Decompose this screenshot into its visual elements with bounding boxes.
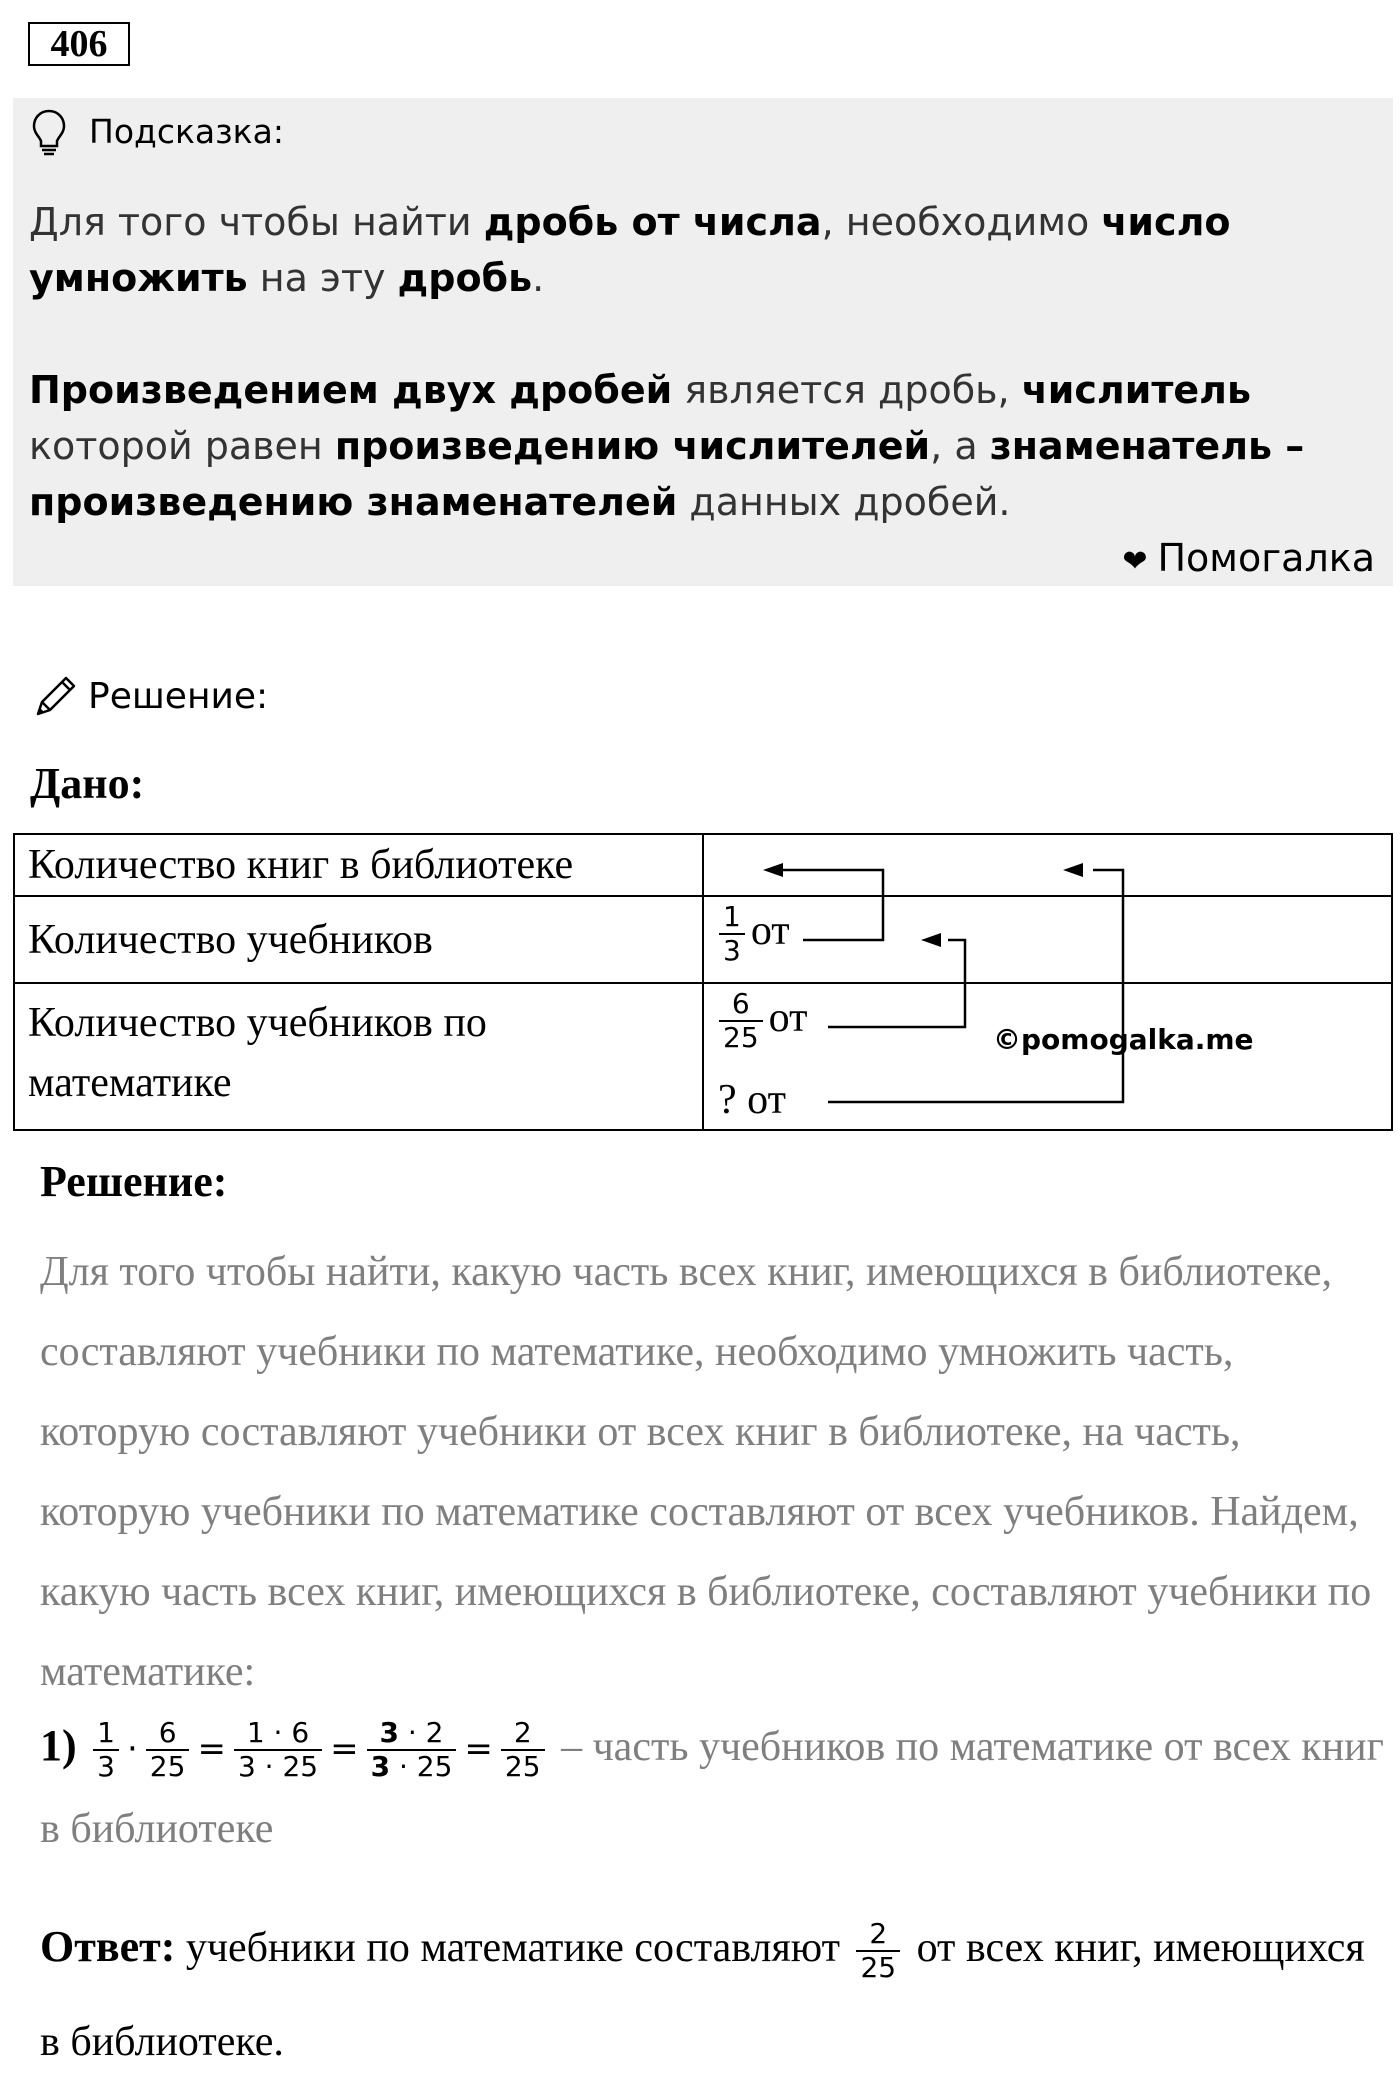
fraction-5: $\frac{2}{25}$ bbox=[501, 1717, 545, 1783]
hint-bold-term: знаменатель – произведению знаменателей bbox=[29, 424, 1305, 524]
pencil-icon bbox=[30, 670, 82, 722]
row3-question: ? от bbox=[718, 1077, 786, 1123]
row3-value bbox=[713, 988, 807, 1054]
solution-text: Для того чтобы найти, какую часть всех книг, имеющихся в библиотеке, составляют учебники по математике, необходимо умножить часть, которую составляют учебники от всех книг в библиотеке, на часть, которую учебники по математике составляют от всех учебников. Найдем, какую часть всех книг, имеющихся в библиотеке, составляют учебники по математике: bbox=[40, 1249, 1372, 1695]
hint-title: Подсказка: bbox=[89, 112, 284, 151]
hint-box bbox=[13, 98, 1393, 586]
hint-paragraph-2 bbox=[29, 362, 1379, 530]
answer-text-before: учебники по математике составляют bbox=[175, 1925, 851, 1971]
row2-value bbox=[713, 901, 790, 967]
equals-sign: = bbox=[330, 1729, 359, 1769]
equals-sign: = bbox=[464, 1729, 493, 1769]
hint-text-run: Для того чтобы найти bbox=[29, 200, 484, 244]
brand-text: Помогалка bbox=[1157, 536, 1375, 580]
fraction: $\frac{6}{25}$ bbox=[719, 988, 763, 1054]
fraction-1: $\frac{1}{3}$ bbox=[93, 1717, 119, 1783]
hint-text-run: . bbox=[532, 256, 545, 300]
row3-label: Количество учебников по математике bbox=[28, 1000, 487, 1106]
brand-label bbox=[1122, 534, 1375, 586]
answer-text-after: от всех книг, имеющихся в библиотеке. bbox=[40, 1925, 1365, 2065]
lightbulb-icon bbox=[31, 108, 67, 158]
hint-text-run: , необходимо bbox=[821, 200, 1102, 244]
hint-text-run: которой равен bbox=[29, 424, 335, 468]
given-label: Дано: bbox=[30, 759, 145, 808]
dot-operator: · bbox=[126, 1729, 138, 1769]
hint-bold-term: дробь bbox=[397, 256, 533, 300]
fraction-3: $\frac{1 \cdot 6}{3 \cdot 25}$ bbox=[234, 1717, 322, 1783]
hint-text-run: данных дробей. bbox=[677, 480, 1011, 524]
answer-fraction: $\frac{2}{25}$ bbox=[856, 1918, 900, 1984]
equals-sign: = bbox=[197, 1729, 226, 1769]
hint-bold-term: числитель bbox=[1021, 368, 1252, 412]
arrow-head-1 bbox=[763, 863, 783, 877]
fraction: $\frac{1}{3}$ bbox=[719, 901, 745, 967]
fraction-4: $\frac{3 \cdot 2}{3 \cdot 25}$ bbox=[367, 1717, 457, 1783]
hint-paragraph-1 bbox=[29, 194, 1379, 306]
hint-text-run: является дробь, bbox=[672, 368, 1022, 412]
watermark: ©pomogalka.me bbox=[993, 1023, 1254, 1056]
answer-label: Ответ: bbox=[40, 1922, 176, 1971]
arrow-head-2 bbox=[921, 933, 941, 947]
hint-bold-term: произведению числителей bbox=[334, 424, 931, 468]
heart-icon: ❤ bbox=[1122, 544, 1148, 579]
solution-heading: Решение: bbox=[88, 676, 269, 717]
given-table bbox=[13, 833, 1393, 1131]
hint-bold-term: число умножить bbox=[29, 200, 1231, 300]
row2-label: Количество учебников bbox=[28, 917, 433, 963]
hint-bold-term: дробь от числа bbox=[483, 200, 822, 244]
step-tail: – часть учебников по математике от всех книг в библиотеке bbox=[40, 1724, 1384, 1852]
hint-text bbox=[29, 194, 1379, 530]
row2-suffix: от bbox=[750, 908, 790, 954]
row3-suffix: от bbox=[768, 995, 808, 1041]
step-label: 1) bbox=[40, 1721, 77, 1770]
answer bbox=[40, 1900, 1385, 2089]
problem-number: 406 bbox=[28, 22, 130, 66]
row1-label: Количество книг в библиотеке bbox=[28, 842, 574, 888]
hint-text-run: , а bbox=[930, 424, 990, 468]
fraction-2: $\frac{6}{25}$ bbox=[146, 1717, 190, 1783]
arrow-head-3 bbox=[1063, 863, 1083, 877]
step-1 bbox=[40, 1706, 1385, 1869]
hint-bold-term: Произведением двух дробей bbox=[29, 368, 673, 412]
solution-label: Решение: bbox=[40, 1157, 228, 1206]
hint-text-run: на эту bbox=[247, 256, 398, 300]
